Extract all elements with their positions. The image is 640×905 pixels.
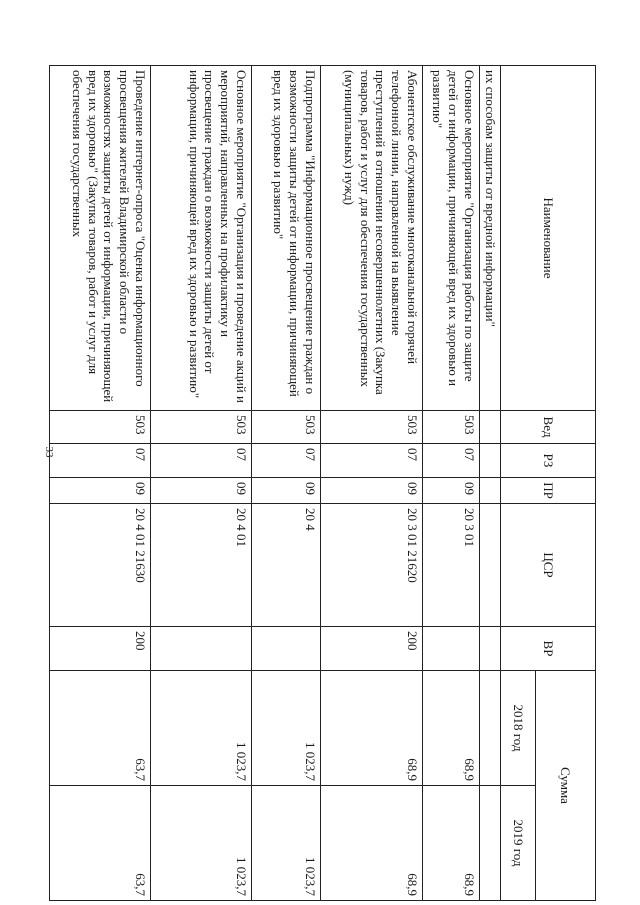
row-2018: 68,9: [321, 671, 423, 786]
row-2019: 68,9: [423, 786, 480, 901]
row-name: Основное мероприятие "Организация работы по защите детей от информации, причиняющей вред их здоровью и развитию": [423, 66, 480, 411]
row-rz: 07: [321, 444, 423, 478]
table-row: [252, 66, 321, 901]
row-csr: 20 3 01: [423, 504, 480, 627]
table-row: [423, 66, 480, 901]
row-2018: [480, 671, 501, 786]
budget-table: [49, 65, 596, 901]
header-vr: ВР: [501, 627, 596, 671]
row-ved: 503: [321, 411, 423, 444]
row-csr: [480, 504, 501, 627]
row-2019: 1 023,7: [151, 786, 252, 901]
row-ved: 503: [252, 411, 321, 444]
row-vr: [252, 627, 321, 671]
row-2019: [480, 786, 501, 901]
header-sum: Сумма: [536, 671, 596, 901]
row-ved: 503: [423, 411, 480, 444]
row-2018: 1 023,7: [252, 671, 321, 786]
header-rz: РЗ: [501, 444, 596, 478]
row-vr: [151, 627, 252, 671]
row-rz: 07: [151, 444, 252, 478]
row-name: Подпрограмма "Информационное просвещение граждан о возможности защиты детей от информации, причиняющей вред их здоровью и развитию": [252, 66, 321, 411]
row-pr: 09: [151, 478, 252, 504]
row-csr: 20 3 01 21620: [321, 504, 423, 627]
header-2018: 2018 год: [501, 671, 536, 786]
rotated-table-frame: [69, 65, 596, 900]
page-number: 33: [43, 446, 55, 458]
header-2019: 2019 год: [501, 786, 536, 901]
row-rz: [480, 444, 501, 478]
row-ved: 503: [151, 411, 252, 444]
row-pr: [480, 478, 501, 504]
row-2019: 68,9: [321, 786, 423, 901]
row-name: Основное мероприятие "Организация и проведение акций и мероприятий, направленных на профилактику и просвещение граждан о возможности защиты детей от информации, причиняющей вред их здоровью и развитию": [151, 66, 252, 411]
header-csr: ЦСР: [501, 504, 596, 627]
row-name: Абонентское обслуживание многоканальной горячей телефонной линии, направленной на выявление преступлений в отношении несовершеннолетних (Закупка товаров, работ и услуг для обеспечения государственных (муниципальных) нужд): [321, 66, 423, 411]
row-name: их способам защиты от вредной информации": [480, 66, 501, 411]
row-csr: 20 4 01: [151, 504, 252, 627]
row-2019: 63,7: [50, 786, 151, 901]
header-pr: ПР: [501, 478, 596, 504]
table-row: [321, 66, 423, 901]
row-pr: 09: [252, 478, 321, 504]
row-rz: 07: [252, 444, 321, 478]
row-csr: 20 4: [252, 504, 321, 627]
row-ved: [480, 411, 501, 444]
header-ved: Вед: [501, 411, 596, 444]
row-vr: [423, 627, 480, 671]
row-2019: 1 023,7: [252, 786, 321, 901]
header-name: Наименование: [501, 66, 596, 411]
row-ved: 503: [50, 411, 151, 444]
row-2018: 63,7: [50, 671, 151, 786]
row-2018: 68,9: [423, 671, 480, 786]
table-row: [50, 66, 151, 901]
table-row: [480, 66, 501, 901]
row-vr: 200: [321, 627, 423, 671]
row-rz: 07: [50, 444, 151, 478]
row-vr: 200: [50, 627, 151, 671]
table-row: [151, 66, 252, 901]
row-vr: [480, 627, 501, 671]
row-csr: 20 4 01 21630: [50, 504, 151, 627]
row-name: Проведение интернет-опроса "Оценка информационного просвещения жителей Владимирской области о возможностях защиты детей от информации, причиняющей вред их здоровью" (Закупка товаров, работ и услуг для обеспечения государственных: [50, 66, 151, 411]
row-pr: 09: [50, 478, 151, 504]
row-2018: 1 023,7: [151, 671, 252, 786]
row-pr: 09: [321, 478, 423, 504]
row-pr: 09: [423, 478, 480, 504]
row-rz: 07: [423, 444, 480, 478]
